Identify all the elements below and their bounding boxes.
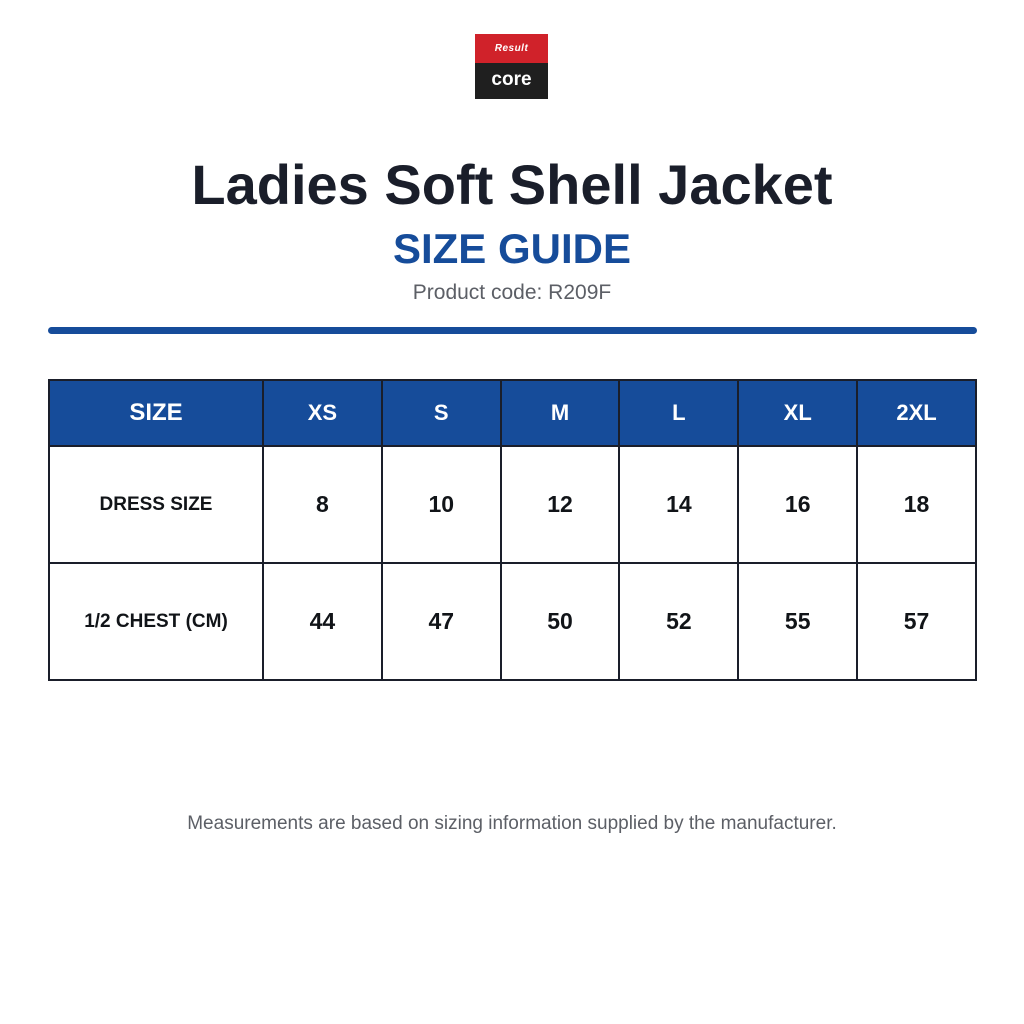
footnote: Measurements are based on sizing information supplied by the manufacturer. bbox=[187, 813, 837, 834]
header-cell: 2XL bbox=[857, 380, 976, 446]
row-label: 1/2 CHEST (CM) bbox=[49, 563, 263, 680]
header-cell: XL bbox=[738, 380, 857, 446]
table-header-row bbox=[49, 380, 976, 446]
header-cell-size: SIZE bbox=[49, 380, 263, 446]
table-cell: 8 bbox=[263, 446, 382, 563]
table-cell: 55 bbox=[738, 563, 857, 680]
header-cell: XS bbox=[263, 380, 382, 446]
divider bbox=[48, 327, 977, 334]
page-title: Ladies Soft Shell Jacket bbox=[191, 153, 833, 216]
header-cell: M bbox=[501, 380, 620, 446]
brand-logo bbox=[475, 34, 548, 99]
table-cell: 16 bbox=[738, 446, 857, 563]
table-cell: 18 bbox=[857, 446, 976, 563]
table-cell: 52 bbox=[619, 563, 738, 680]
table-cell: 14 bbox=[619, 446, 738, 563]
product-code: Product code: R209F bbox=[412, 281, 612, 304]
header-cell: L bbox=[619, 380, 738, 446]
table-cell: 57 bbox=[857, 563, 976, 680]
table-cell: 12 bbox=[501, 446, 620, 563]
header-cell: S bbox=[382, 380, 501, 446]
table-cell: 47 bbox=[382, 563, 501, 680]
table-cell: 50 bbox=[501, 563, 620, 680]
logo-core-text: core bbox=[475, 63, 548, 99]
table-row bbox=[49, 446, 976, 563]
table-row bbox=[49, 563, 976, 680]
page-subtitle: SIZE GUIDE bbox=[392, 225, 632, 272]
table-cell: 44 bbox=[263, 563, 382, 680]
size-table bbox=[48, 379, 977, 681]
logo-result-text: Result bbox=[475, 34, 548, 63]
table-cell: 10 bbox=[382, 446, 501, 563]
row-label: DRESS SIZE bbox=[49, 446, 263, 563]
